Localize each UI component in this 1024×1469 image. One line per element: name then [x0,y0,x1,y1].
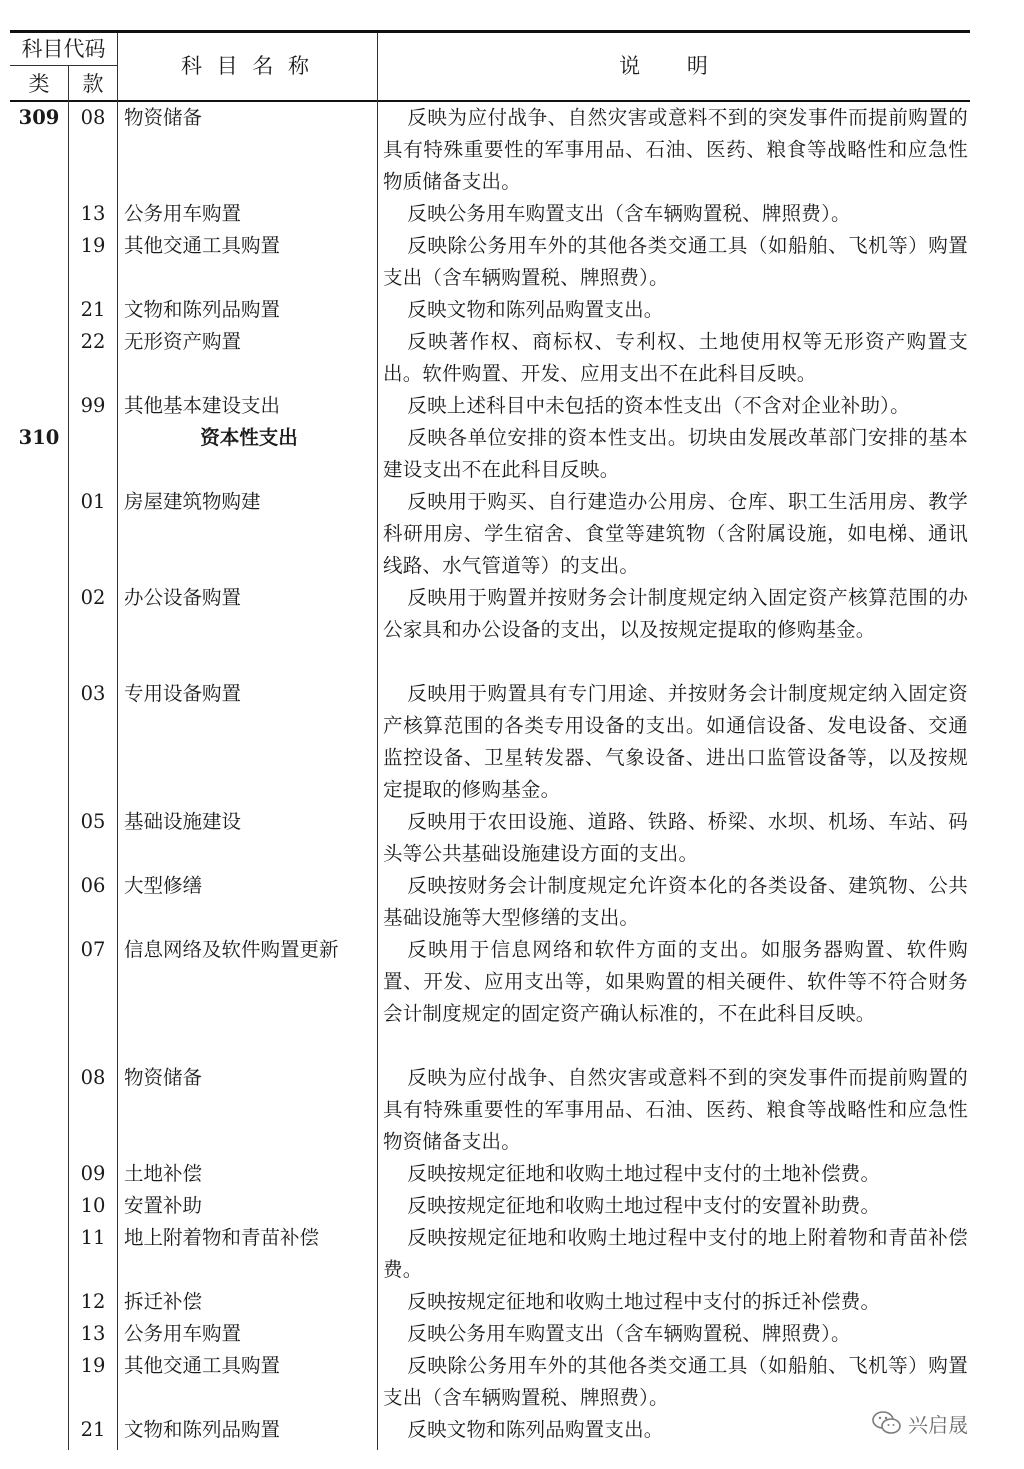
watermark [872,1406,968,1440]
item-code: 12 [80,1290,106,1313]
subject-name: 公务用车购置 [124,202,242,225]
subject-name: 办公设备购置 [124,586,242,609]
subject-name: 其他交通工具购置 [124,1354,281,1377]
item-code: 07 [80,938,106,961]
subject-description: 反映著作权、商标权、专利权、土地使用权等无形资产购置支出。软件购置、开发、应用支出不在此科目反映。 [383,330,968,385]
subject-description: 反映文物和陈列品购置支出。 [407,298,664,321]
item-code: 19 [80,234,106,257]
item-code: 10 [80,1194,106,1217]
subject-name: 其他基本建设支出 [124,394,281,417]
subject-description: 反映公务用车购置支出（含车辆购置税、牌照费）。 [407,1322,851,1345]
divider-code-name [117,33,118,1450]
subject-description: 反映用于购买、自行建造办公用房、仓库、职工生活用房、教学科研用房、学生宿舍、食堂等建筑物（含附属设施，如电梯、通讯线路、水气管道等）的支出。 [383,490,968,577]
class-code: 309 [18,106,60,129]
subject-description: 反映按规定征地和收购土地过程中支付的土地补偿费。 [407,1162,881,1185]
subject-name: 文物和陈列品购置 [124,298,281,321]
item-code: 11 [80,1226,106,1249]
subject-description: 反映用于农田设施、道路、铁路、桥梁、水坝、机场、车站、码头等公共基础设施建设方面的支出。 [383,810,968,865]
subject-name: 拆迁补偿 [124,1290,203,1313]
item-code: 13 [80,202,106,225]
subject-description: 反映按规定征地和收购土地过程中支付的拆迁补偿费。 [407,1290,881,1313]
subject-name: 基础设施建设 [124,810,242,833]
header-code: 科目代码 [21,37,106,61]
subject-description: 反映为应付战争、自然灾害或意料不到的突发事件而提前购置的具有特殊重要性的军事用品、石油、医药、粮食等战略性和应急性物质储备支出。 [383,106,968,193]
subject-name: 公务用车购置 [124,1322,242,1345]
subject-description: 反映用于信息网络和软件方面的支出。如服务器购置、软件购置、开发、应用支出等，如果购置的相关硬件、软件等不符合财务会计制度规定的固定资产确认标准的，不在此科目反映。 [383,938,968,1025]
subject-name: 房屋建筑物购建 [124,490,261,513]
item-code: 99 [80,394,106,417]
subject-description: 反映为应付战争、自然灾害或意料不到的突发事件而提前购置的具有特殊重要性的军事用品、石油、医药、粮食等战略性和应急性物资储备支出。 [383,1066,968,1153]
subject-name: 物资储备 [124,106,203,129]
subject-name: 土地补偿 [124,1162,203,1185]
wechat-icon [872,1410,902,1436]
subject-description: 反映用于购置具有专门用途、并按财务会计制度规定纳入固定资产核算范围的各类专用设备的支出。如通信设备、发电设备、交通监控设备、卫星转发器、气象设备、进出口监管设备等，以及按规定提取的修购基金。 [383,682,968,801]
header-mid-rule [10,65,117,66]
subject-name: 无形资产购置 [124,330,242,353]
subject-description: 反映用于购置并按财务会计制度规定纳入固定资产核算范围的办公家具和办公设备的支出，以及按规定提取的修购基金。 [383,586,968,641]
subject-name: 大型修缮 [124,874,203,897]
subject-name: 其他交通工具购置 [124,234,281,257]
subject-description: 反映按规定征地和收购土地过程中支付的地上附着物和青苗补偿费。 [383,1226,968,1281]
subject-description: 反映公务用车购置支出（含车辆购置税、牌照费）。 [407,202,851,225]
item-code: 03 [80,682,106,705]
subject-description: 反映文物和陈列品购置支出。 [407,1418,664,1441]
item-code: 13 [80,1322,106,1345]
divider-name-desc [377,33,378,1450]
subject-name: 资本性支出 [200,426,298,449]
subject-name: 地上附着物和青苗补偿 [124,1226,320,1249]
subject-description: 反映上述科目中未包括的资本性支出（不含对企业补助）。 [407,394,910,417]
subject-name: 物资储备 [124,1066,203,1089]
item-code: 19 [80,1354,106,1377]
item-code: 21 [80,298,106,321]
subject-description: 反映按规定征地和收购土地过程中支付的安置补助费。 [407,1194,881,1217]
class-code: 310 [18,426,60,449]
subject-name: 专用设备购置 [124,682,242,705]
subject-description: 反映除公务用车外的其他各类交通工具（如船舶、飞机等）购置支出（含车辆购置税、牌照费）。 [383,234,968,289]
item-code: 06 [80,874,106,897]
item-code: 08 [80,106,106,129]
subject-description: 反映除公务用车外的其他各类交通工具（如船舶、飞机等）购置支出（含车辆购置税、牌照费）。 [383,1354,968,1409]
item-code: 22 [80,330,106,353]
item-code: 09 [80,1162,106,1185]
header-name: 科 目 名 称 [180,54,314,78]
subject-description: 反映各单位安排的资本性支出。切块由发展改革部门安排的基本建设支出不在此科目反映。 [383,426,968,481]
item-code: 01 [80,490,106,513]
item-code: 08 [80,1066,106,1089]
divider-class-item [68,66,69,1450]
subject-description: 反映按财务会计制度规定允许资本化的各类设备、建筑物、公共基础设施等大型修缮的支出。 [383,874,968,929]
subject-name: 信息网络及软件购置更新 [124,938,339,961]
item-code: 02 [80,586,106,609]
watermark-text: 兴启晟 [908,1412,968,1437]
subject-name: 安置补助 [124,1194,203,1217]
subject-name: 文物和陈列品购置 [124,1418,281,1441]
top-rule [10,30,970,33]
header-item: 款 [82,72,104,96]
header-class: 类 [28,72,50,96]
item-code: 05 [80,810,106,833]
item-code: 21 [80,1418,106,1441]
header-description: 说 明 [619,54,728,78]
